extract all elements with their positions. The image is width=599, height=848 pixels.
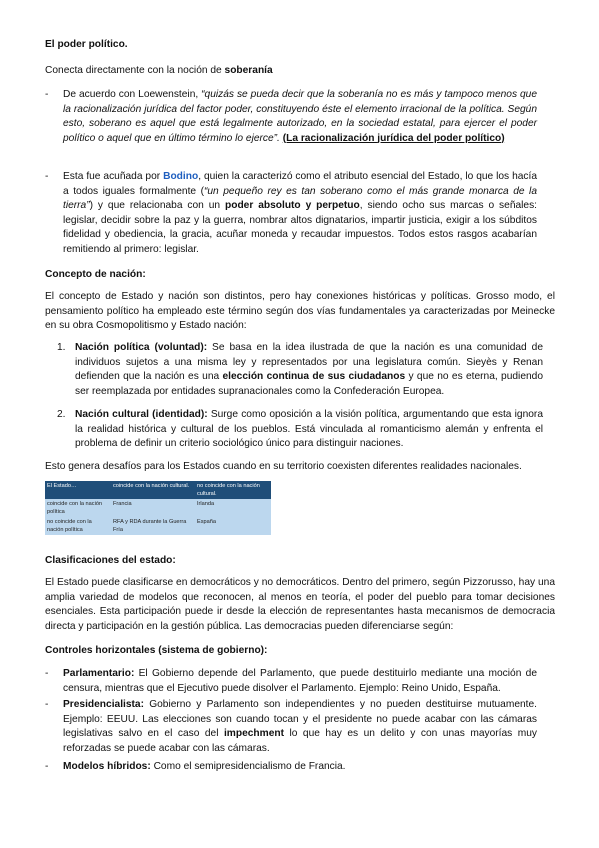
item-text: Se basa en la idea ilustrada de que la nación es una comunidad de individuos sujetos a una misma ley y representados por una legislatura común. Sieyès y Renan defienden que la nación es una (75, 342, 543, 382)
table-cell: Irlanda (195, 499, 271, 517)
bullet-dash: - (45, 699, 49, 710)
citation-link[interactable]: (La racionalización jurídica del poder político) (282, 132, 505, 144)
bullet-loewenstein (63, 88, 537, 146)
paragraph-clasificaciones: El Estado puede clasificarse en democráticos y no democráticos. Dentro del primero, según Pizzorusso, hay una amplia variedad de modelos que reconocen, al menos en teoría, el poder del pueblo para tomar decisiones esenciales. Esta participación puede ir desde la elección de representantes hasta mecanismos de democracia directa y participación en la gestión pública. Las democracias pueden diferenciarse según: (45, 577, 555, 632)
list-item-nacion-politica (75, 341, 543, 399)
item-text: y que no es eterna, pudiendo ser reemplazada por entidades supranacionales como la Confederación Europea. (75, 371, 543, 397)
item-text: Gobierno y Parlamento son independientes y no pueden destituirse mutuamente. Ejemplo: EEUU. Las elecciones son cuando tocan y el presidente no puede acabar con las cámaras legislativas salvo en el caso del (63, 699, 537, 739)
table-header-cell: coincide con la nación cultural. (111, 481, 195, 499)
table-cell: Francia (111, 499, 195, 517)
table-header-row (45, 481, 271, 499)
item-label: Presidencialista: (63, 699, 144, 710)
nation-table (45, 481, 271, 535)
heading-clasificaciones: Clasificaciones del estado: (45, 555, 176, 566)
bullet-dash: - (45, 668, 49, 679)
table-cell: no coincide con la nación política (45, 517, 111, 535)
bullet-text: , siendo ocho sus marcas o señales: legislar, decidir sobre la paz y la guerra, nombrar altos dignatarios, impartir justicia, exigir a los súbditos fidelidad y obediencia, la gracia, acuñar moneda y recaudar impuestos. Todos estos rasgos acabarían remitiendo al primero: legislar. (63, 200, 538, 255)
table-cell: España (195, 517, 271, 535)
heading-controles: Controles horizontales (sistema de gobierno): (45, 645, 268, 656)
heading-nacion: Concepto de nación: (45, 269, 146, 280)
bullet-bodino (63, 170, 537, 257)
item-text: Surge como oposición a la visión política, argumentando que esta ignora la realidad histórica y cultural de los pueblos. Está vinculada al romanticismo alemán y enfrenta el problema de definir un criterio sociológico único para distinguir naciones. (75, 409, 543, 449)
bullet-text: , quien la caracterizó como el atributo esencial del Estado, lo que los hacía a todos iguales formalmente ( (63, 171, 537, 197)
bullet-dash: - (45, 761, 49, 772)
item-text: El Gobierno depende del Parlamento, que puede destituirlo mediante una moción de censura, mientras que el Ejecutivo puede disolver el Parlamento. Ejemplo: Reino Unido, España. (63, 668, 537, 694)
bullet-text: De acuerdo con Loewenstein, (63, 89, 202, 100)
loewenstein-quote: “quizás se pueda decir que la soberanía no es más y tampoco menos que la racionalización jurídica del factor poder, constituyendo éste el elemento irracional de la política. Según esto, soberano es aquel que está legalmente autorizado, en la sociedad estatal, para ejercer el poder político o aquel que en último término lo ejerce”. (63, 89, 538, 144)
bullet-text: Esta fue acuñada por (63, 171, 164, 182)
table-header-cell: El Estado… (45, 481, 111, 499)
table-header-cell: no coincide con la nación cultural. (195, 481, 271, 499)
section-title: El poder político. (45, 39, 128, 50)
bold-term: poder absoluto y perpetuo (225, 200, 360, 211)
list-number: 1. (57, 342, 66, 353)
bold-term: elección continua de sus ciudadanos (222, 371, 406, 382)
item-label: Nación cultural (identidad): (75, 409, 208, 420)
bodino-name: Bodino (163, 171, 199, 182)
bullet-text: ) y que relacionaba con un (89, 200, 225, 211)
list-number: 2. (57, 409, 66, 420)
bullet-dash: - (45, 171, 49, 182)
bullet-parlamentario (63, 667, 537, 696)
bold-term: impechment (223, 728, 284, 739)
paragraph-nacion: El concepto de Estado y nación son distintos, pero hay conexiones históricas y políticas. Grosso modo, el pensamiento político ha empleado este término según dos vías fundamentales ya caracterizadas por Meinecke en su obra Cosmopolitismo y Estado nación: (45, 291, 555, 331)
intro-bold: soberanía (224, 65, 273, 76)
item-label: Nación política (voluntad): (75, 342, 208, 353)
intro-paragraph (45, 64, 555, 79)
bodino-quote: “un pequeño rey es tan soberano como el más grande monarca de la tierra” (63, 185, 537, 211)
table-cell: RFA y RDA durante la Guerra Fría (111, 517, 195, 535)
table-cell: coincide con la nación política (45, 499, 111, 517)
list-item-nacion-cultural (75, 408, 543, 452)
intro-text: Conecta directamente con la noción de (45, 65, 225, 76)
table-row (45, 499, 271, 517)
bullet-presidencialista (63, 698, 537, 756)
bullet-dash: - (45, 89, 49, 100)
item-label: Parlamentario: (63, 668, 135, 679)
item-text: Como el semipresidencialismo de Francia. (150, 761, 346, 772)
item-text: lo que hay es un delito y con unas mayorías muy reforzadas se puede acabar con las cámaras. (63, 728, 537, 754)
paragraph-desafios: Esto genera desafíos para los Estados cuando en su territorio coexisten diferentes realidades nacionales. (45, 461, 522, 472)
bullet-hibridos (63, 760, 537, 775)
item-label: Modelos híbridos: (63, 761, 151, 772)
table-row (45, 517, 271, 535)
